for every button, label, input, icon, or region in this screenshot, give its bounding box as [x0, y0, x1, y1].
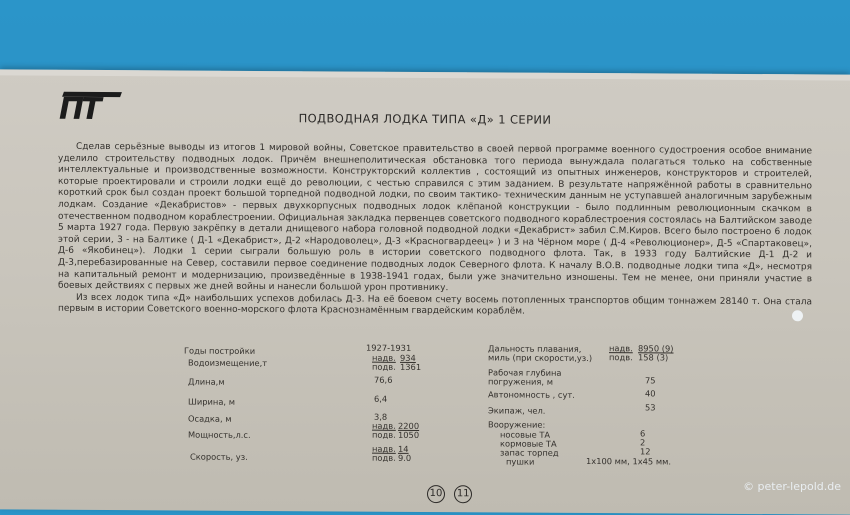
- spec-value: 3,8: [374, 411, 388, 422]
- page-number: 11: [454, 485, 472, 503]
- spec-sublabel: подв.: [609, 352, 633, 363]
- spec-value: 1х100 мм, 1х45 мм.: [586, 455, 671, 467]
- spec-label: запас торпед: [500, 447, 559, 458]
- paragraph: Сделав серьёзные выводы из итогов 1 мировой войны, Советское правительство в своей первой программе военного судостроения особое внимание уделило строительству подводных лодок. Причём внешнеполитическая обстановка того периода вынуждала полагаться только на собственные интеллектуальные и производственные возможности. Конструкторский коллектив , состоящий из опытных инженеров, конструкторов и строителей, которые проектировали и строили лодки ещё до революции, с честью справился с этим заданием. В результате напряжённой работы в сравнительно короткий срок был создан проект большой торпедной подводной лодки, по своим тактико- техническим данным не уступавшей аналогичным зарубежным лодкам. Создание «Декабристов» - первых двухкорпусных подводных лодок клёпаной конструкции - было подлинным революционным скачком в отечественном подводном кораблестроении. Официальная закладка первенцев советского подводного кораблестроения состоялась на Балтийском заводе 5 марта 1927 года. Первую закрёпку в детали днищевого набора головной подводной лодки «Декабрист» забил С.М.Киров. Всего было построено 6 лодок этой серии, 3 - на Балтике ( Д-1 «Декабрист», Д-2 «Народоволец», Д-3 «Красногвардеец» ) и 3 на Чёрном море ( Д-4 «Революционер», Д-5 «Спартаковец», Д-6 «Якобинец»). Лодки 1 серии сыграли большую роль в истории советского подводного флота. Так, в 1933 году Балтийские Д-1 Д-2 и Д-3,перебазированные на Север, составили первое соединение подводных лодок Северного флота. К началу В.О.В. подводные лодки типа «Д», несмотря на капитальный ремонт и модернизацию, произведённые в 1938-1941 годах, были уже значительно изношены. Тем не менее, они приняли участие в боевых действиях с первых же дней войны и нанесли большой урон противнику.: [58, 141, 812, 294]
- page-title: ПОДВОДНАЯ ЛОДКА ТИПА «Д» 1 СЕРИИ: [298, 111, 552, 127]
- spec-value: 158 (3): [638, 352, 669, 363]
- spec-value: 1361: [400, 361, 422, 372]
- spec-value: 75: [645, 375, 656, 386]
- specifications-table: [0, 344, 850, 489]
- spec-sublabel: подв.: [372, 361, 396, 372]
- punch-hole: [792, 310, 803, 321]
- spec-value: 6,4: [374, 393, 388, 404]
- spec-sublabel: надв.: [372, 352, 396, 363]
- spec-sublabel: надв.: [372, 420, 396, 431]
- spec-label: Дальность плавания,: [488, 343, 582, 354]
- spec-label: пушки: [506, 456, 535, 467]
- spec-sublabel: надв.: [609, 343, 633, 354]
- spec-label: Автономность , сут.: [488, 389, 575, 400]
- spec-sublabel: подв.: [372, 429, 396, 440]
- history-text: [58, 142, 812, 321]
- spec-value: 53: [645, 402, 656, 413]
- spec-label: Рабочая глубина: [488, 367, 562, 378]
- spec-label: Годы постройки: [184, 345, 256, 356]
- spec-value: 12: [640, 446, 651, 457]
- spec-label: Скорость, уз.: [190, 451, 248, 462]
- spec-value: 1927-1931: [366, 342, 412, 353]
- paragraph: Из всех лодок типа «Д» наибольших успехов добилась Д-3. На её боевом счету восемь потопленных транспортов общим тоннажем 28140 т. Она стала первым в истории Советского военно-морского флота Краснознамённым гвардейским кораблём.: [58, 292, 812, 317]
- brand-logo: ПТ: [57, 92, 121, 124]
- spec-sublabel: надв.: [372, 443, 396, 454]
- page-number: 10: [427, 485, 445, 503]
- watermark: © peter-lepold.de: [743, 480, 841, 493]
- spec-value: 8950 (9): [638, 343, 674, 354]
- spec-value: 6: [640, 428, 646, 439]
- spec-value: 9.0: [398, 452, 412, 463]
- spec-label: кормовые ТА: [500, 438, 557, 449]
- spec-label: миль (при скорости,уз.): [488, 352, 593, 364]
- spec-sublabel: подв.: [372, 452, 396, 463]
- spec-value: 2200: [398, 420, 420, 431]
- spec-label: Водоизмещение,т: [188, 357, 268, 369]
- spec-value: 40: [645, 388, 656, 399]
- spec-label: носовые ТА: [500, 429, 551, 440]
- spec-label: Осадка, м: [188, 413, 232, 424]
- spec-value: 14: [398, 443, 409, 454]
- spec-value: 1050: [398, 429, 420, 440]
- spec-label: Вооружение:: [488, 419, 546, 430]
- spec-label: Экипаж, чел.: [488, 405, 546, 416]
- spec-label: Мощность,л.с.: [188, 429, 251, 440]
- spec-value: 2: [640, 437, 646, 448]
- spec-label: Длина,м: [188, 376, 225, 387]
- page-numbers: [424, 485, 475, 503]
- spec-label: Ширина, м: [188, 396, 235, 407]
- instruction-sheet: [0, 69, 850, 514]
- spec-label: погружения, м: [488, 376, 553, 387]
- spec-value: 76,6: [374, 374, 393, 385]
- spec-value: 934: [400, 352, 416, 363]
